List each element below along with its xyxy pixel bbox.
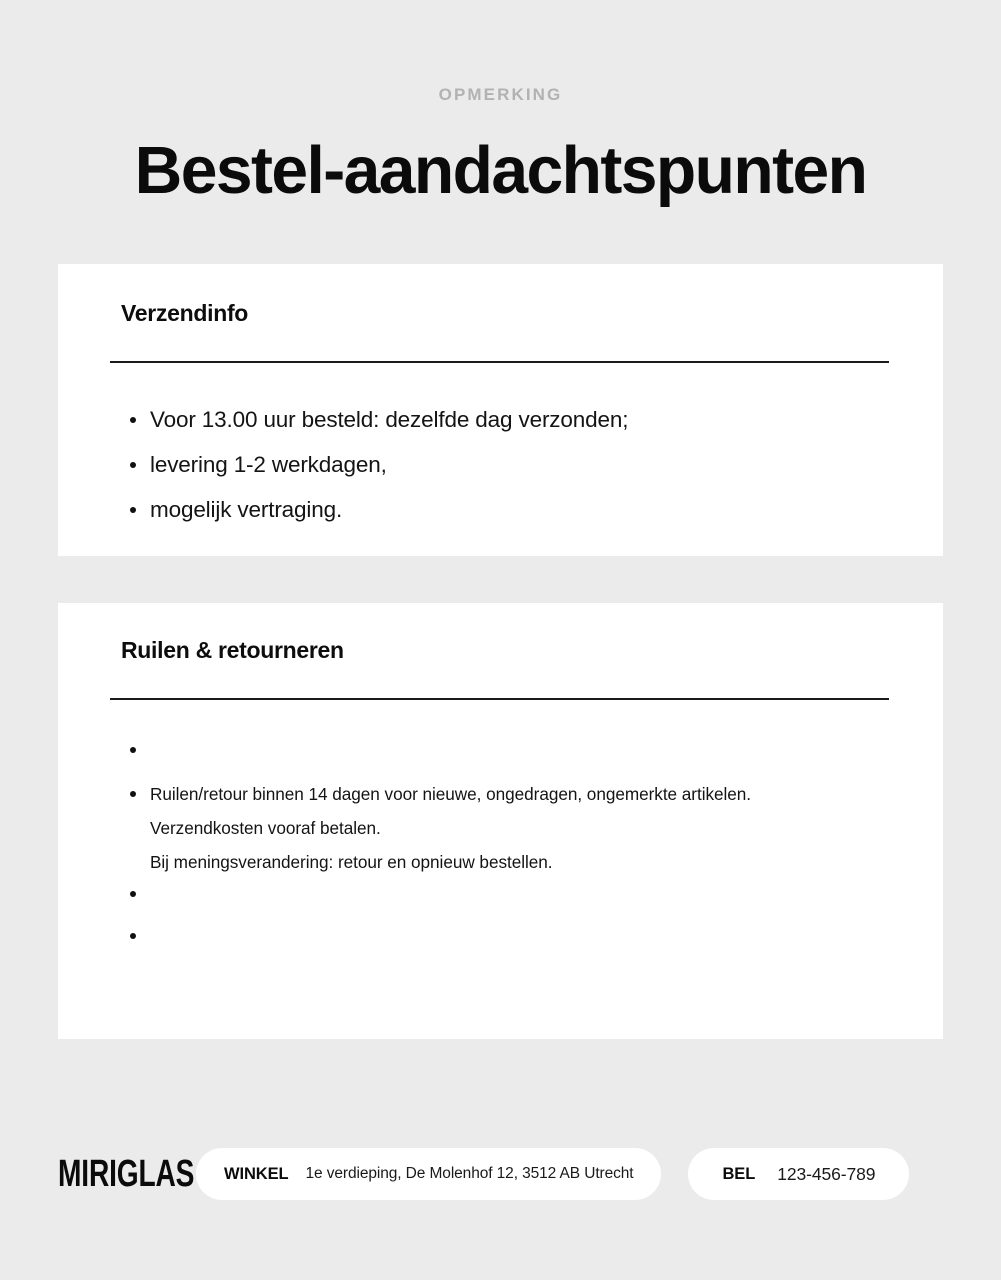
- bullet-list-ruilen-retourneren: [110, 708, 889, 963]
- list-item: [110, 487, 889, 532]
- list-item: [110, 397, 889, 442]
- card-heading-verzendinfo: Verzendinfo: [121, 300, 249, 326]
- footer-chip-winkel[interactable]: [196, 1148, 661, 1200]
- brand-logo: MIRIGLAS: [58, 1153, 195, 1195]
- page-header: [0, 0, 1001, 208]
- bullet-text-line: Bij meningsverandering: retour en opnieuw bestellen.: [150, 851, 553, 872]
- chip-label-winkel: WINKEL: [224, 1164, 289, 1183]
- page-eyebrow-label: OPMERKING: [438, 85, 563, 104]
- chip-value-store-address: 1e verdieping, De Molenhof 12, 3512 AB Utrecht: [305, 1165, 634, 1182]
- bullet-text: Voor 13.00 uur besteld: dezelfde dag verzonden;: [150, 406, 629, 432]
- card-ruilen-retourneren: [58, 603, 943, 1039]
- list-item: [110, 442, 889, 487]
- list-item: [110, 735, 889, 777]
- bullet-text-line: Verzendkosten vooraf betalen.: [150, 817, 381, 838]
- list-item: [110, 777, 889, 879]
- bullet-text: mogelijk vertraging.: [150, 496, 343, 522]
- page-title: Bestel-aandachtspunten: [134, 133, 867, 208]
- chip-label-bel: BEL: [722, 1164, 756, 1183]
- page-footer: [0, 1148, 1001, 1200]
- chip-value-phone-number: 123-456-789: [777, 1163, 876, 1184]
- list-item: [110, 921, 889, 963]
- footer-chip-bel[interactable]: [688, 1148, 909, 1200]
- bullet-text-line: Ruilen/retour binnen 14 dagen voor nieuwe, ongedragen, ongemerkte artikelen.: [150, 783, 752, 804]
- card-divider-verzendinfo: [110, 361, 889, 363]
- card-divider-ruilen-retourneren: [110, 698, 889, 700]
- list-item: [110, 879, 889, 921]
- bullet-text: levering 1-2 werkdagen,: [150, 451, 387, 477]
- bullet-list-verzendinfo: [110, 371, 889, 532]
- card-heading-ruilen-retourneren: Ruilen & retourneren: [121, 637, 344, 663]
- cards-container: [0, 264, 1001, 1039]
- card-verzendinfo: [58, 264, 943, 556]
